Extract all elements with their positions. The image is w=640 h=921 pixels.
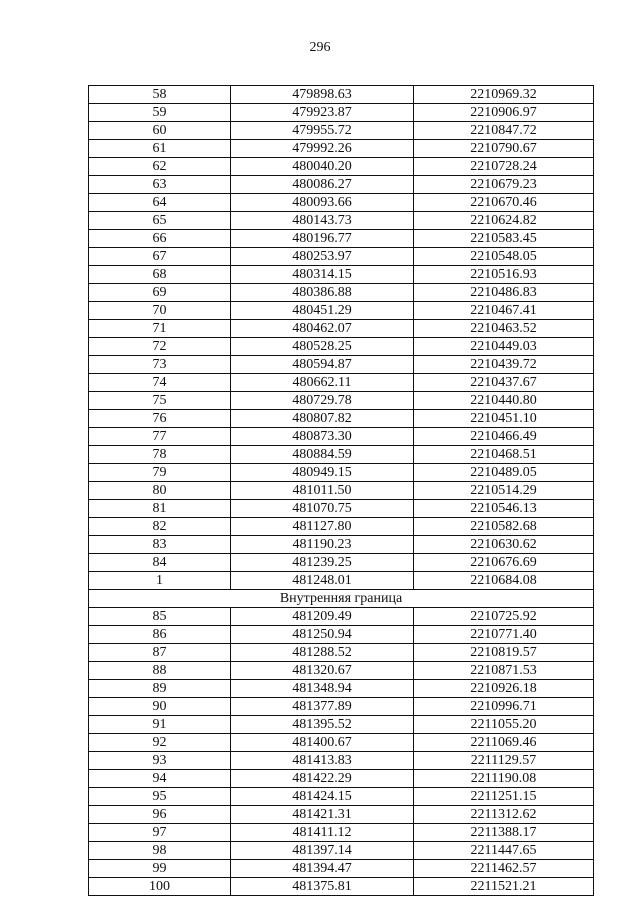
point-number-cell: 67 [89,248,231,266]
table-row [89,860,594,878]
y-coordinate-cell: 2210969.32 [414,86,594,104]
y-coordinate-cell: 2211251.15 [414,788,594,806]
table-row [89,392,594,410]
x-coordinate-cell: 481070.75 [231,500,414,518]
x-coordinate-cell: 481400.67 [231,734,414,752]
y-coordinate-cell: 2211190.08 [414,770,594,788]
x-coordinate-cell: 481288.52 [231,644,414,662]
y-coordinate-cell: 2210514.29 [414,482,594,500]
y-coordinate-cell: 2210451.10 [414,410,594,428]
y-coordinate-cell: 2210847.72 [414,122,594,140]
table-row [89,338,594,356]
y-coordinate-cell: 2210546.13 [414,500,594,518]
section-label: Внутренняя граница [89,590,594,608]
x-coordinate-cell: 481421.31 [231,806,414,824]
x-coordinate-cell: 480314.15 [231,266,414,284]
table-row [89,554,594,572]
y-coordinate-cell: 2210449.03 [414,338,594,356]
table-row [89,122,594,140]
x-coordinate-cell: 480143.73 [231,212,414,230]
table-row [89,446,594,464]
y-coordinate-cell: 2210790.67 [414,140,594,158]
table-row [89,806,594,824]
x-coordinate-cell: 481209.49 [231,608,414,626]
point-number-cell: 83 [89,536,231,554]
y-coordinate-cell: 2210468.51 [414,446,594,464]
point-number-cell: 1 [89,572,231,590]
x-coordinate-cell: 480040.20 [231,158,414,176]
point-number-cell: 76 [89,410,231,428]
y-coordinate-cell: 2210624.82 [414,212,594,230]
x-coordinate-cell: 481320.67 [231,662,414,680]
y-coordinate-cell: 2210906.97 [414,104,594,122]
y-coordinate-cell: 2210725.92 [414,608,594,626]
point-number-cell: 100 [89,878,231,896]
y-coordinate-cell: 2210684.08 [414,572,594,590]
y-coordinate-cell: 2210463.52 [414,320,594,338]
x-coordinate-cell: 479955.72 [231,122,414,140]
point-number-cell: 77 [89,428,231,446]
point-number-cell: 58 [89,86,231,104]
table-row [89,500,594,518]
table-row [89,626,594,644]
table-row [89,788,594,806]
table-row [89,536,594,554]
x-coordinate-cell: 481011.50 [231,482,414,500]
y-coordinate-cell: 2210467.41 [414,302,594,320]
point-number-cell: 97 [89,824,231,842]
table-row [89,698,594,716]
x-coordinate-cell: 480729.78 [231,392,414,410]
y-coordinate-cell: 2210489.05 [414,464,594,482]
x-coordinate-cell: 481239.25 [231,554,414,572]
table-row [89,212,594,230]
table-row [89,194,594,212]
x-coordinate-cell: 481422.29 [231,770,414,788]
point-number-cell: 81 [89,500,231,518]
point-number-cell: 88 [89,662,231,680]
point-number-cell: 70 [89,302,231,320]
table-row [89,680,594,698]
table-row [89,410,594,428]
point-number-cell: 69 [89,284,231,302]
section-header-row [89,590,594,608]
point-number-cell: 72 [89,338,231,356]
y-coordinate-cell: 2210437.67 [414,374,594,392]
table-row [89,176,594,194]
outer-boundary-rows [89,86,594,590]
point-number-cell: 60 [89,122,231,140]
x-coordinate-cell: 481413.83 [231,752,414,770]
page-number: 296 [309,40,331,55]
x-coordinate-cell: 480253.97 [231,248,414,266]
table-row [89,608,594,626]
point-number-cell: 87 [89,644,231,662]
y-coordinate-cell: 2210440.80 [414,392,594,410]
point-number-cell: 93 [89,752,231,770]
y-coordinate-cell: 2210670.46 [414,194,594,212]
y-coordinate-cell: 2211312.62 [414,806,594,824]
point-number-cell: 71 [89,320,231,338]
table-row [89,878,594,896]
x-coordinate-cell: 479898.63 [231,86,414,104]
table-row [89,644,594,662]
table-row [89,734,594,752]
point-number-cell: 90 [89,698,231,716]
x-coordinate-cell: 480594.87 [231,356,414,374]
table-row [89,770,594,788]
point-number-cell: 82 [89,518,231,536]
y-coordinate-cell: 2210679.23 [414,176,594,194]
point-number-cell: 79 [89,464,231,482]
x-coordinate-cell: 481424.15 [231,788,414,806]
point-number-cell: 73 [89,356,231,374]
table-row [89,302,594,320]
x-coordinate-cell: 479923.87 [231,104,414,122]
point-number-cell: 95 [89,788,231,806]
y-coordinate-cell: 2210516.93 [414,266,594,284]
point-number-cell: 65 [89,212,231,230]
y-coordinate-cell: 2211069.46 [414,734,594,752]
point-number-cell: 91 [89,716,231,734]
coordinates-table [88,85,594,896]
y-coordinate-cell: 2210466.49 [414,428,594,446]
x-coordinate-cell: 481127.80 [231,518,414,536]
y-coordinate-cell: 2211521.21 [414,878,594,896]
inner-boundary-rows [89,608,594,896]
point-number-cell: 98 [89,842,231,860]
table-row [89,428,594,446]
y-coordinate-cell: 2211462.57 [414,860,594,878]
point-number-cell: 68 [89,266,231,284]
table-row [89,662,594,680]
table-row [89,86,594,104]
y-coordinate-cell: 2210819.57 [414,644,594,662]
point-number-cell: 86 [89,626,231,644]
table-row [89,158,594,176]
x-coordinate-cell: 480807.82 [231,410,414,428]
x-coordinate-cell: 480873.30 [231,428,414,446]
table-row [89,464,594,482]
point-number-cell: 96 [89,806,231,824]
x-coordinate-cell: 480949.15 [231,464,414,482]
y-coordinate-cell: 2211055.20 [414,716,594,734]
x-coordinate-cell: 481395.52 [231,716,414,734]
table-row [89,716,594,734]
point-number-cell: 61 [89,140,231,158]
x-coordinate-cell: 481190.23 [231,536,414,554]
y-coordinate-cell: 2210582.68 [414,518,594,536]
point-number-cell: 75 [89,392,231,410]
y-coordinate-cell: 2210486.83 [414,284,594,302]
point-number-cell: 64 [89,194,231,212]
y-coordinate-cell: 2210996.71 [414,698,594,716]
table-row [89,374,594,392]
section-header-group [89,590,594,608]
x-coordinate-cell: 480093.66 [231,194,414,212]
table-row [89,356,594,374]
y-coordinate-cell: 2211129.57 [414,752,594,770]
point-number-cell: 85 [89,608,231,626]
x-coordinate-cell: 480662.11 [231,374,414,392]
point-number-cell: 84 [89,554,231,572]
y-coordinate-cell: 2211388.17 [414,824,594,842]
table-row [89,482,594,500]
y-coordinate-cell: 2210871.53 [414,662,594,680]
x-coordinate-cell: 481377.89 [231,698,414,716]
table-row [89,842,594,860]
y-coordinate-cell: 2210583.45 [414,230,594,248]
x-coordinate-cell: 480196.77 [231,230,414,248]
y-coordinate-cell: 2210771.40 [414,626,594,644]
table-row [89,518,594,536]
point-number-cell: 74 [89,374,231,392]
x-coordinate-cell: 480462.07 [231,320,414,338]
x-coordinate-cell: 481248.01 [231,572,414,590]
point-number-cell: 99 [89,860,231,878]
table-row [89,104,594,122]
x-coordinate-cell: 480528.25 [231,338,414,356]
point-number-cell: 89 [89,680,231,698]
x-coordinate-cell: 479992.26 [231,140,414,158]
y-coordinate-cell: 2210926.18 [414,680,594,698]
table-row [89,266,594,284]
point-number-cell: 78 [89,446,231,464]
x-coordinate-cell: 481250.94 [231,626,414,644]
x-coordinate-cell: 481394.47 [231,860,414,878]
table-row [89,230,594,248]
table-row [89,824,594,842]
table-row [89,248,594,266]
y-coordinate-cell: 2210676.69 [414,554,594,572]
y-coordinate-cell: 2210728.24 [414,158,594,176]
point-number-cell: 59 [89,104,231,122]
x-coordinate-cell: 481375.81 [231,878,414,896]
y-coordinate-cell: 2210439.72 [414,356,594,374]
table-row [89,320,594,338]
point-number-cell: 94 [89,770,231,788]
x-coordinate-cell: 480884.59 [231,446,414,464]
point-number-cell: 66 [89,230,231,248]
table-row [89,572,594,590]
y-coordinate-cell: 2211447.65 [414,842,594,860]
point-number-cell: 62 [89,158,231,176]
x-coordinate-cell: 480451.29 [231,302,414,320]
point-number-cell: 63 [89,176,231,194]
x-coordinate-cell: 480386.88 [231,284,414,302]
y-coordinate-cell: 2210630.62 [414,536,594,554]
y-coordinate-cell: 2210548.05 [414,248,594,266]
x-coordinate-cell: 481348.94 [231,680,414,698]
table-row [89,752,594,770]
point-number-cell: 80 [89,482,231,500]
table-row [89,284,594,302]
point-number-cell: 92 [89,734,231,752]
x-coordinate-cell: 481411.12 [231,824,414,842]
x-coordinate-cell: 480086.27 [231,176,414,194]
x-coordinate-cell: 481397.14 [231,842,414,860]
table-row [89,140,594,158]
